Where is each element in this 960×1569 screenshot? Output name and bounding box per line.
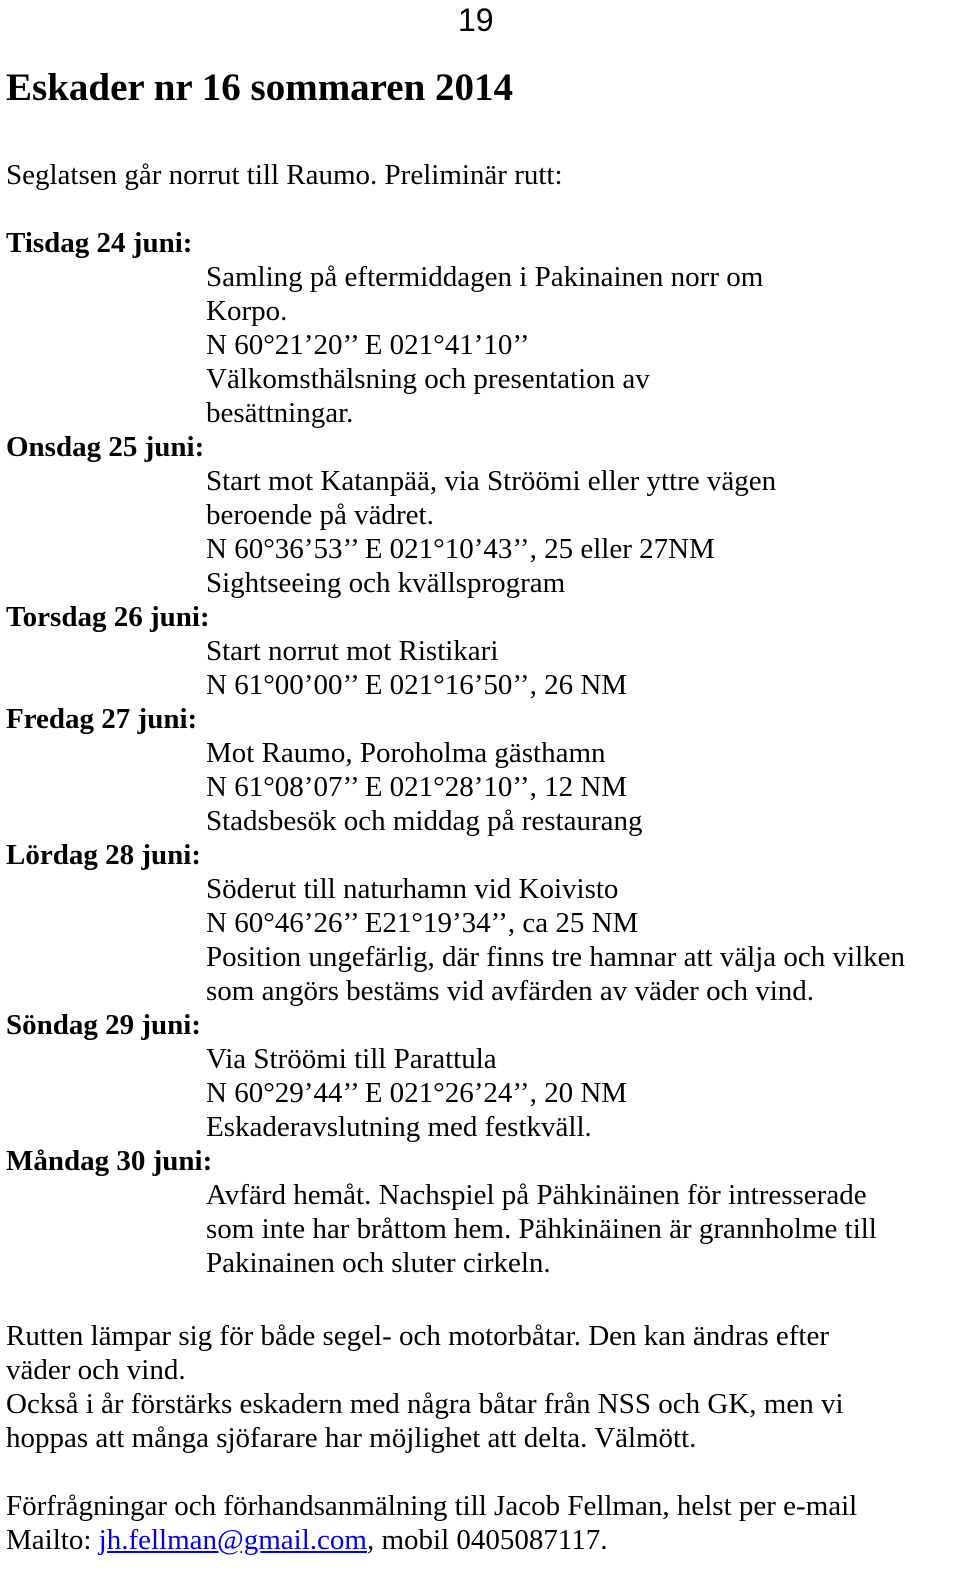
schedule <box>6 226 956 1280</box>
day-heading: Måndag 30 juni: <box>6 1145 213 1177</box>
email-link[interactable]: jh.fellman@gmail.com <box>98 1524 367 1556</box>
day-detail-line: som angörs bestäms vid avfärden av väder och vind. <box>206 975 815 1007</box>
reinforce-note-cont: hoppas att många sjöfarare har möjlighet att delta. Välmött. <box>6 1422 697 1454</box>
spacer <box>6 1455 956 1489</box>
day-heading: Fredag 27 juni: <box>6 703 198 735</box>
day-detail-line: Avfärd hemåt. Nachspiel på Pähkinäinen för intresserade <box>206 1179 867 1211</box>
day-heading: Söndag 29 juni: <box>6 1009 202 1041</box>
day-detail-line: beroende på vädret. <box>206 499 434 531</box>
day-detail-line: N 61°08’07’’ E 021°28’10’’, 12 NM <box>206 771 628 803</box>
day-detail-line: N 60°46’26’’ E21°19’34’’, ca 25 NM <box>206 907 639 939</box>
day-detail-line: Start mot Katanpää, via Ströömi eller yttre vägen <box>206 465 777 497</box>
intro-text: Seglatsen går norrut till Raumo. Preliminär rutt: <box>6 159 563 191</box>
footer <box>6 1319 956 1557</box>
day-detail-line: Pakinainen och sluter cirkeln. <box>206 1247 551 1279</box>
day-detail-line: Stadsbesök och middag på restaurang <box>206 805 643 837</box>
contact-line <box>6 1523 956 1557</box>
day-detail-line: Söderut till naturhamn vid Koivisto <box>206 873 619 905</box>
page-number: 19 <box>458 2 494 38</box>
boats-note-cont: väder och vind. <box>6 1354 186 1386</box>
day-detail-line: besättningar. <box>206 397 354 429</box>
boats-note: Rutten lämpar sig för både segel- och motorbåtar. Den kan ändras efter <box>6 1320 829 1352</box>
day-detail-line: Mot Raumo, Poroholma gästhamn <box>206 737 606 769</box>
day-detail-line: Position ungefärlig, där finns tre hamnar att välja och vilken <box>206 941 906 973</box>
day-heading: Torsdag 26 juni: <box>6 601 210 633</box>
mailto-label: Mailto: <box>6 1524 99 1556</box>
day-detail-line: Välkomsthälsning och presentation av <box>206 363 650 395</box>
day-heading: Lördag 28 juni: <box>6 839 201 871</box>
day-detail-line: N 60°29’44’’ E 021°26’24’’, 20 NM <box>206 1077 628 1109</box>
day-heading: Tisdag 24 juni: <box>6 227 193 259</box>
day-detail-line: N 60°21’20’’ E 021°41’10’’ <box>206 329 530 361</box>
day-heading: Onsdag 25 juni: <box>6 431 205 463</box>
phone-text: , mobil 0405087117. <box>366 1524 608 1556</box>
day-detail-line: Via Ströömi till Parattula <box>206 1043 497 1075</box>
day-detail-line: N 61°00’00’’ E 021°16’50’’, 26 NM <box>206 669 628 701</box>
day-detail-line: Eskaderavslutning med festkväll. <box>206 1111 592 1143</box>
day-detail-line: N 60°36’53’’ E 021°10’43’’, 25 eller 27NM <box>206 533 715 565</box>
day-detail-line: Korpo. <box>206 295 288 327</box>
inquiries-text: Förfrågningar och förhandsanmälning till Jacob Fellman, helst per e-mail <box>6 1490 858 1522</box>
day-detail-line: som inte har bråttom hem. Pähkinäinen är grannholme till <box>206 1213 877 1245</box>
reinforce-note: Också i år förstärks eskadern med några båtar från NSS och GK, men vi <box>6 1388 844 1420</box>
day-detail-line: Sightseeing och kvällsprogram <box>206 567 566 599</box>
day-detail-line: Samling på eftermiddagen i Pakinainen norr om <box>206 261 764 293</box>
day-detail-line: Start norrut mot Ristikari <box>206 635 499 667</box>
page-title: Eskader nr 16 sommaren 2014 <box>6 66 514 109</box>
